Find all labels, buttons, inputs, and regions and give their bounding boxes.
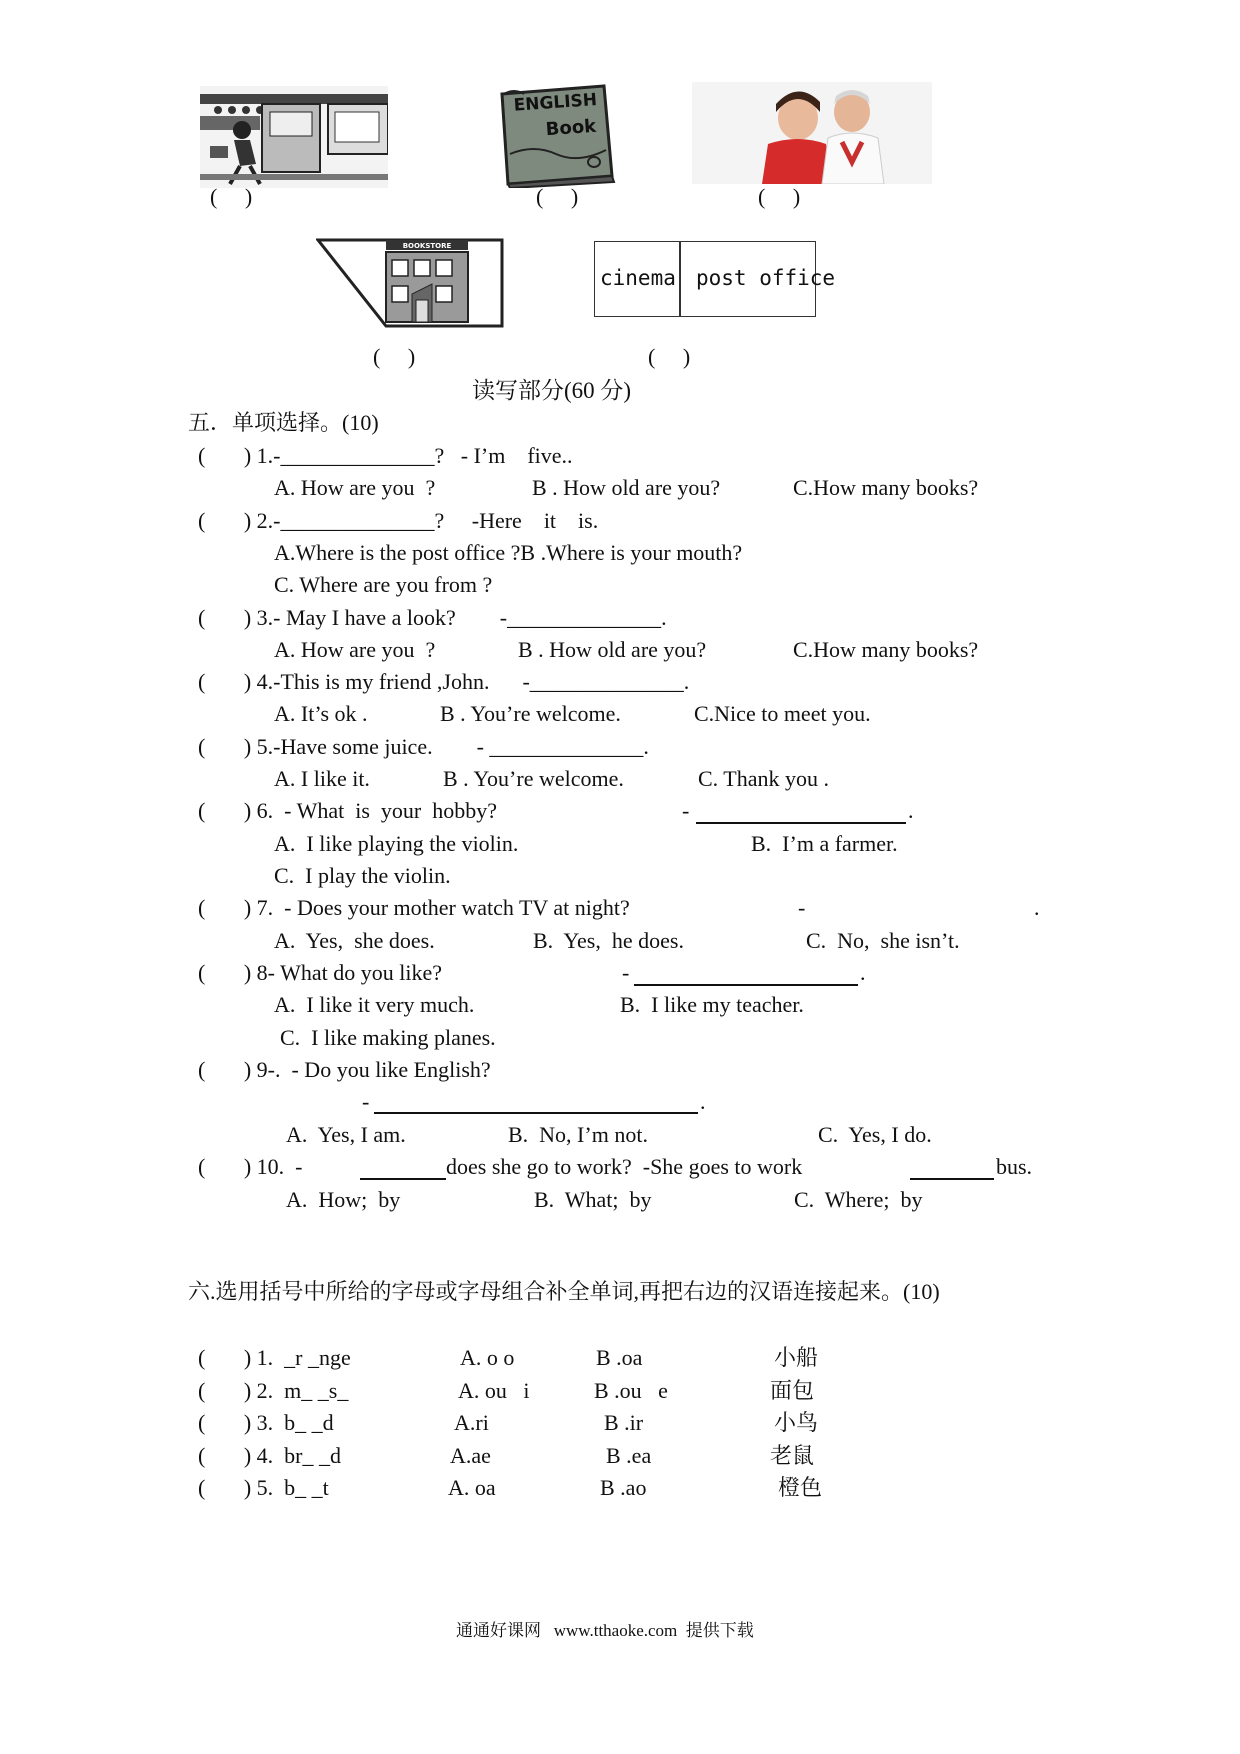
q1-opt-b: B . How old are you? xyxy=(532,475,721,500)
p6-q3-opt-b: B .ir xyxy=(604,1410,644,1435)
q8-stem: ( ) 8- What do you like? xyxy=(198,960,442,985)
q6-opt-c: C. I play the violin. xyxy=(274,863,451,888)
q1-opt-a: A. How are you ? xyxy=(274,475,436,500)
q7-dash: - xyxy=(798,895,806,920)
cinema-label: cinema xyxy=(600,266,676,290)
p6-q4-chinese: 老鼠 xyxy=(770,1443,815,1468)
p6-q3-opt-a: A.ri xyxy=(454,1410,489,1435)
subway-picture xyxy=(200,86,388,188)
q6-dash: - xyxy=(682,798,690,823)
q3-opt-a: A. How are you ? xyxy=(274,637,436,662)
q9-period: . xyxy=(700,1089,706,1114)
q1-stem: ( ) 1.-______________? - I’m five.. xyxy=(198,443,573,468)
p6-q4-opt-a: A.ae xyxy=(450,1443,491,1468)
p6-q4: ( ) 4. br_ _d xyxy=(198,1443,341,1468)
p6-q5-chinese: 橙色 xyxy=(778,1475,823,1500)
q6-stem: ( ) 6. - What is your hobby? xyxy=(198,798,497,823)
q6-opt-a: A. I like playing the violin. xyxy=(274,831,519,856)
q5-opt-b: B . You’re welcome. xyxy=(443,766,624,791)
q3-opt-c: C.How many books? xyxy=(793,637,979,662)
answer-paren-pic4[interactable]: ( ) xyxy=(373,344,416,369)
post-office-label: post office xyxy=(696,266,836,290)
p6-q1-opt-a: A. o o xyxy=(460,1345,515,1370)
p6-q5-opt-a: A. oa xyxy=(448,1475,496,1500)
old-couple-photo xyxy=(692,82,932,184)
q9-dash: - xyxy=(362,1089,370,1114)
p6-q1: ( ) 1. _r _nge xyxy=(198,1345,351,1370)
english-book-subtitle: Book xyxy=(545,115,597,141)
q7-opt-b: B. Yes, he does. xyxy=(533,928,684,953)
bookstore-sign: BOOKSTORE xyxy=(402,242,452,250)
q10-stem: ( ) 10. - xyxy=(198,1154,303,1179)
part5-heading: 五．单项选择。(10) xyxy=(188,410,379,435)
q2-stem: ( ) 2.-______________? -Here it is. xyxy=(198,508,599,533)
q9-opt-c: C. Yes, I do. xyxy=(818,1122,932,1147)
english-book-picture xyxy=(494,82,620,188)
p6-q2-opt-a: A. ou i xyxy=(458,1378,530,1403)
p6-q4-opt-b: B .ea xyxy=(606,1443,652,1468)
q10-opt-b: B. What; by xyxy=(534,1187,652,1212)
bookstore-picture xyxy=(316,238,504,328)
place-label-box xyxy=(594,241,836,317)
q2-opt-ab: A.Where is the post office ?B .Where is your mouth? xyxy=(274,540,743,565)
q4-opt-a: A. It’s ok . xyxy=(274,701,368,726)
answer-paren-pic1[interactable]: ( ) xyxy=(210,184,253,209)
p6-q1-chinese: 小船 xyxy=(774,1345,819,1370)
p6-q5: ( ) 5. b_ _t xyxy=(198,1475,329,1500)
q10-opt-a: A. How; by xyxy=(286,1187,401,1212)
q8-opt-b: B. I like my teacher. xyxy=(620,992,804,1017)
q10-blank-1[interactable] xyxy=(360,1156,446,1180)
p6-q3: ( ) 3. b_ _d xyxy=(198,1410,334,1435)
q9-answer-line[interactable] xyxy=(374,1090,698,1114)
q5-opt-c: C. Thank you . xyxy=(698,766,829,791)
q10-stem-mid: does she go to work? -She goes to work xyxy=(446,1154,803,1179)
q9-opt-a: A. Yes, I am. xyxy=(286,1122,406,1147)
footer-source: 通通好课网 www.tthaoke.com 提供下载 xyxy=(456,1621,754,1640)
q10-blank-2[interactable] xyxy=(910,1156,994,1180)
q8-period: . xyxy=(860,960,866,985)
english-book-title: ENGLISH xyxy=(513,90,598,116)
q9-opt-b: B. No, I’m not. xyxy=(508,1122,648,1147)
q8-opt-a: A. I like it very much. xyxy=(274,992,475,1017)
q7-opt-c: C. No, she isn’t. xyxy=(806,928,960,953)
q7-period: . xyxy=(1034,895,1040,920)
q10-stem-end: bus. xyxy=(996,1154,1033,1179)
answer-paren-pic3[interactable]: ( ) xyxy=(758,184,801,209)
q3-opt-b: B . How old are you? xyxy=(518,637,707,662)
answer-paren-pic5[interactable]: ( ) xyxy=(648,344,691,369)
section-title: 读写部分(60 分) xyxy=(472,378,632,403)
q2-opt-c: C. Where are you from ? xyxy=(274,572,493,597)
p6-q3-chinese: 小鸟 xyxy=(774,1410,819,1435)
q6-opt-b: B. I’m a farmer. xyxy=(751,831,898,856)
q7-stem: ( ) 7. - Does your mother watch TV at night? xyxy=(198,895,630,920)
q1-opt-c: C.How many books? xyxy=(793,475,979,500)
p6-q2-chinese: 面包 xyxy=(770,1378,815,1403)
answer-paren-pic2[interactable]: ( ) xyxy=(536,184,579,209)
p6-q1-opt-b: B .oa xyxy=(596,1345,643,1370)
p6-q2-opt-b: B .ou e xyxy=(594,1378,668,1403)
q4-opt-c: C.Nice to meet you. xyxy=(694,701,871,726)
q9-stem: ( ) 9-. - Do you like English? xyxy=(198,1057,491,1082)
q10-opt-c: C. Where; by xyxy=(794,1187,923,1212)
q5-stem: ( ) 5.-Have some juice. - ______________. xyxy=(198,734,649,759)
q4-stem: ( ) 4.-This is my friend ,John. -______________. xyxy=(198,669,690,694)
q6-period: . xyxy=(908,798,914,823)
q5-opt-a: A. I like it. xyxy=(274,766,370,791)
q3-stem: ( ) 3.- May I have a look? -______________. xyxy=(198,605,667,630)
q8-answer-line[interactable] xyxy=(634,962,858,986)
q7-opt-a: A. Yes, she does. xyxy=(274,928,435,953)
q8-dash: - xyxy=(622,960,630,985)
q8-opt-c: C. I like making planes. xyxy=(280,1025,496,1050)
q6-answer-line[interactable] xyxy=(696,800,906,824)
q4-opt-b: B . You’re welcome. xyxy=(440,701,621,726)
p6-q5-opt-b: B .ao xyxy=(600,1475,647,1500)
part6-heading: 六.选用括号中所给的字母或字母组合补全单词,再把右边的汉语连接起来。(10) xyxy=(188,1279,940,1304)
p6-q2: ( ) 2. m_ _s_ xyxy=(198,1378,349,1403)
